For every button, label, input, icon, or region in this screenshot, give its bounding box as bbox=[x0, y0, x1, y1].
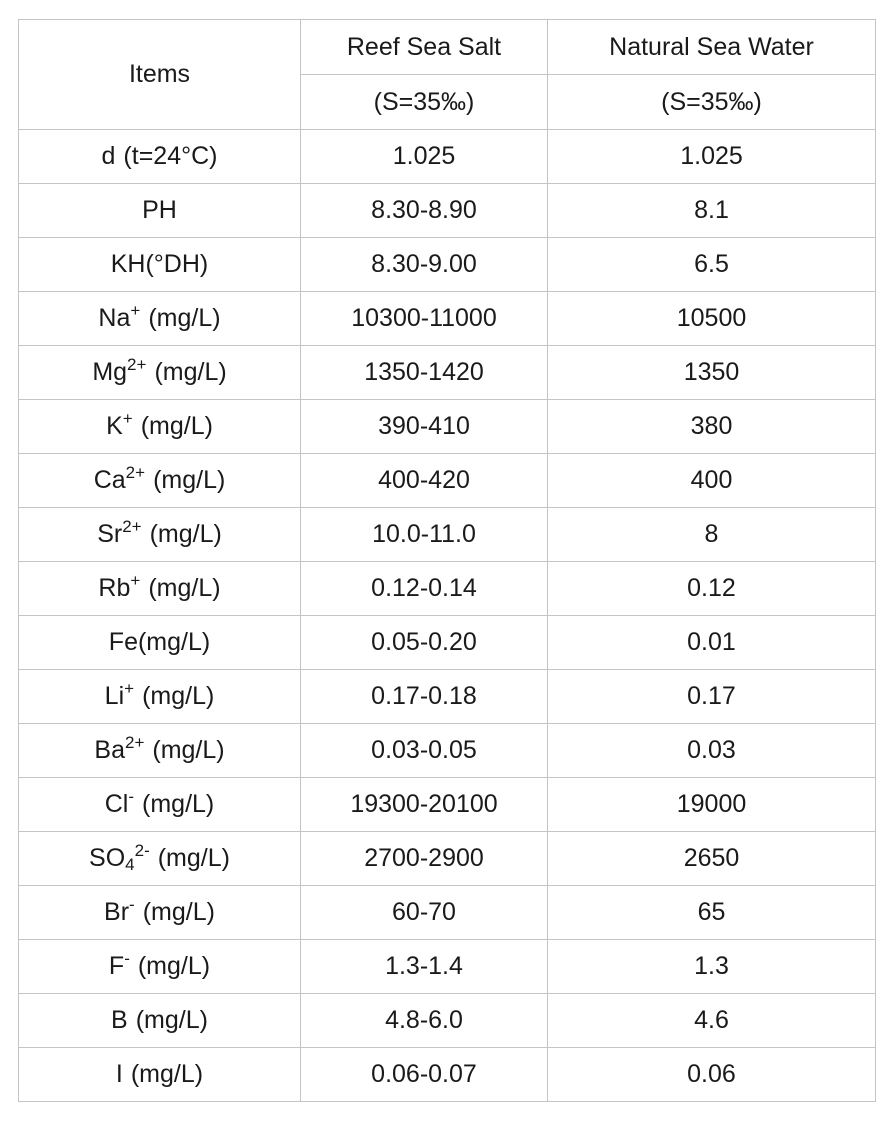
item-base: KH(°DH) bbox=[110, 250, 209, 278]
reef-sea-salt-value: 0.06-0.07 bbox=[301, 1048, 548, 1102]
item-name-cell bbox=[19, 346, 301, 400]
natural-sea-water-value: 0.17 bbox=[548, 670, 876, 724]
item-superscript: + bbox=[130, 301, 141, 320]
item-name-cell bbox=[19, 292, 301, 346]
item-unit: (mg/L) bbox=[152, 736, 225, 764]
reef-sea-salt-value: 1.025 bbox=[301, 130, 548, 184]
natural-sea-water-value: 10500 bbox=[548, 292, 876, 346]
item-unit: (mg/L) bbox=[157, 844, 230, 872]
item-name-cell bbox=[19, 238, 301, 292]
item-unit: (mg/L) bbox=[130, 1060, 204, 1088]
table-body bbox=[19, 20, 876, 1102]
item-name-cell bbox=[19, 454, 301, 508]
item-name-cell bbox=[19, 778, 301, 832]
natural-sea-water-value: 380 bbox=[548, 400, 876, 454]
item-superscript: 2+ bbox=[124, 733, 145, 752]
table-row bbox=[19, 562, 876, 616]
table-row bbox=[19, 130, 876, 184]
item-name-cell bbox=[19, 562, 301, 616]
item-base: SO bbox=[89, 844, 126, 872]
item-superscript: 2+ bbox=[122, 517, 142, 536]
natural-sea-water-value: 1.025 bbox=[548, 130, 876, 184]
item-subscript: 4 bbox=[125, 855, 135, 874]
reef-sea-salt-value: 8.30-9.00 bbox=[301, 238, 548, 292]
sea-salt-comparison-table bbox=[18, 19, 876, 1102]
item-unit: (mg/L) bbox=[140, 412, 213, 440]
items-header: Items bbox=[19, 20, 301, 130]
item-unit: (mg/L) bbox=[142, 790, 215, 818]
item-unit: (t=24°C) bbox=[123, 142, 218, 170]
item-unit: (mg/L) bbox=[137, 952, 211, 980]
item-base: Br bbox=[104, 898, 130, 926]
item-base: Na bbox=[98, 304, 131, 332]
item-superscript: 2- bbox=[134, 841, 150, 860]
natural-sea-water-header: Natural Sea Water bbox=[548, 20, 876, 75]
item-base: Rb bbox=[98, 574, 131, 602]
natural-sea-water-value: 0.06 bbox=[548, 1048, 876, 1102]
item-base: Li bbox=[104, 682, 125, 710]
natural-sea-water-value: 1350 bbox=[548, 346, 876, 400]
table-row bbox=[19, 832, 876, 886]
item-name-cell bbox=[19, 994, 301, 1048]
natural-sea-water-value: 0.03 bbox=[548, 724, 876, 778]
natural-sea-water-value: 8.1 bbox=[548, 184, 876, 238]
item-unit: (mg/L) bbox=[149, 520, 222, 548]
item-base: Mg bbox=[92, 358, 128, 386]
item-superscript: - bbox=[128, 787, 135, 806]
item-name-cell bbox=[19, 616, 301, 670]
reef-sea-salt-value: 0.12-0.14 bbox=[301, 562, 548, 616]
item-superscript: 2+ bbox=[127, 355, 147, 374]
reef-salinity-subheader: (S=35‰) bbox=[301, 75, 548, 130]
reef-sea-salt-value: 400-420 bbox=[301, 454, 548, 508]
item-base: K bbox=[106, 412, 123, 440]
reef-sea-salt-value: 0.05-0.20 bbox=[301, 616, 548, 670]
table-row bbox=[19, 238, 876, 292]
item-superscript: - bbox=[129, 895, 135, 914]
reef-sea-salt-value: 1350-1420 bbox=[301, 346, 548, 400]
table-row bbox=[19, 616, 876, 670]
item-name-cell bbox=[19, 724, 301, 778]
natural-sea-water-value: 6.5 bbox=[548, 238, 876, 292]
table-row bbox=[19, 886, 876, 940]
reef-sea-salt-value: 10300-11000 bbox=[301, 292, 548, 346]
natural-sea-water-value: 8 bbox=[548, 508, 876, 562]
item-unit: (mg/L) bbox=[154, 358, 227, 386]
item-base: Fe(mg/L) bbox=[108, 628, 211, 656]
natural-sea-water-value: 2650 bbox=[548, 832, 876, 886]
item-unit: (mg/L) bbox=[148, 574, 221, 602]
item-unit: (mg/L) bbox=[153, 466, 226, 494]
item-name-cell bbox=[19, 184, 301, 238]
reef-sea-salt-value: 10.0-11.0 bbox=[301, 508, 548, 562]
item-base: PH bbox=[142, 196, 177, 224]
item-base: Ca bbox=[93, 466, 126, 494]
item-base: I bbox=[115, 1060, 123, 1088]
reef-sea-salt-value: 60-70 bbox=[301, 886, 548, 940]
item-name-cell bbox=[19, 1048, 301, 1102]
item-unit: (mg/L) bbox=[142, 898, 215, 926]
item-unit: (mg/L) bbox=[135, 1006, 208, 1034]
natural-sea-water-value: 0.01 bbox=[548, 616, 876, 670]
table-row bbox=[19, 1048, 876, 1102]
table-row bbox=[19, 454, 876, 508]
item-base: Cl bbox=[104, 790, 129, 818]
reef-sea-salt-value: 390-410 bbox=[301, 400, 548, 454]
table-row bbox=[19, 346, 876, 400]
item-superscript: 2+ bbox=[125, 463, 146, 482]
item-name-cell bbox=[19, 400, 301, 454]
table-row bbox=[19, 508, 876, 562]
natural-sea-water-value: 400 bbox=[548, 454, 876, 508]
item-base: Ba bbox=[94, 736, 125, 764]
natural-sea-water-value: 4.6 bbox=[548, 994, 876, 1048]
item-unit: (mg/L) bbox=[148, 304, 221, 332]
item-base: Sr bbox=[97, 520, 123, 548]
item-unit: (mg/L) bbox=[142, 682, 215, 710]
reef-sea-salt-value: 0.17-0.18 bbox=[301, 670, 548, 724]
reef-sea-salt-value: 8.30-8.90 bbox=[301, 184, 548, 238]
item-name-cell bbox=[19, 886, 301, 940]
reef-sea-salt-value: 19300-20100 bbox=[301, 778, 548, 832]
reef-sea-salt-value: 0.03-0.05 bbox=[301, 724, 548, 778]
table-row bbox=[19, 400, 876, 454]
table-row bbox=[19, 292, 876, 346]
natural-sea-water-value: 1.3 bbox=[548, 940, 876, 994]
table-row bbox=[19, 994, 876, 1048]
item-base: B bbox=[111, 1006, 128, 1034]
item-superscript: + bbox=[122, 409, 133, 428]
table-row bbox=[19, 670, 876, 724]
item-superscript: + bbox=[124, 679, 135, 698]
table-row bbox=[19, 940, 876, 994]
item-superscript: + bbox=[130, 571, 141, 590]
natural-sea-water-value: 19000 bbox=[548, 778, 876, 832]
item-name-cell bbox=[19, 130, 301, 184]
item-superscript: - bbox=[124, 949, 130, 968]
natural-salinity-subheader: (S=35‰) bbox=[548, 75, 876, 130]
reef-sea-salt-value: 1.3-1.4 bbox=[301, 940, 548, 994]
item-name-cell bbox=[19, 832, 301, 886]
header-row-1 bbox=[19, 20, 876, 75]
natural-sea-water-value: 65 bbox=[548, 886, 876, 940]
item-name-cell bbox=[19, 508, 301, 562]
table-row bbox=[19, 724, 876, 778]
reef-sea-salt-value: 4.8-6.0 bbox=[301, 994, 548, 1048]
item-base: F bbox=[108, 952, 125, 980]
table-row bbox=[19, 184, 876, 238]
table-row bbox=[19, 778, 876, 832]
reef-sea-salt-header: Reef Sea Salt bbox=[301, 20, 548, 75]
item-name-cell bbox=[19, 670, 301, 724]
item-name-cell bbox=[19, 940, 301, 994]
natural-sea-water-value: 0.12 bbox=[548, 562, 876, 616]
reef-sea-salt-value: 2700-2900 bbox=[301, 832, 548, 886]
item-base: d bbox=[101, 142, 116, 170]
